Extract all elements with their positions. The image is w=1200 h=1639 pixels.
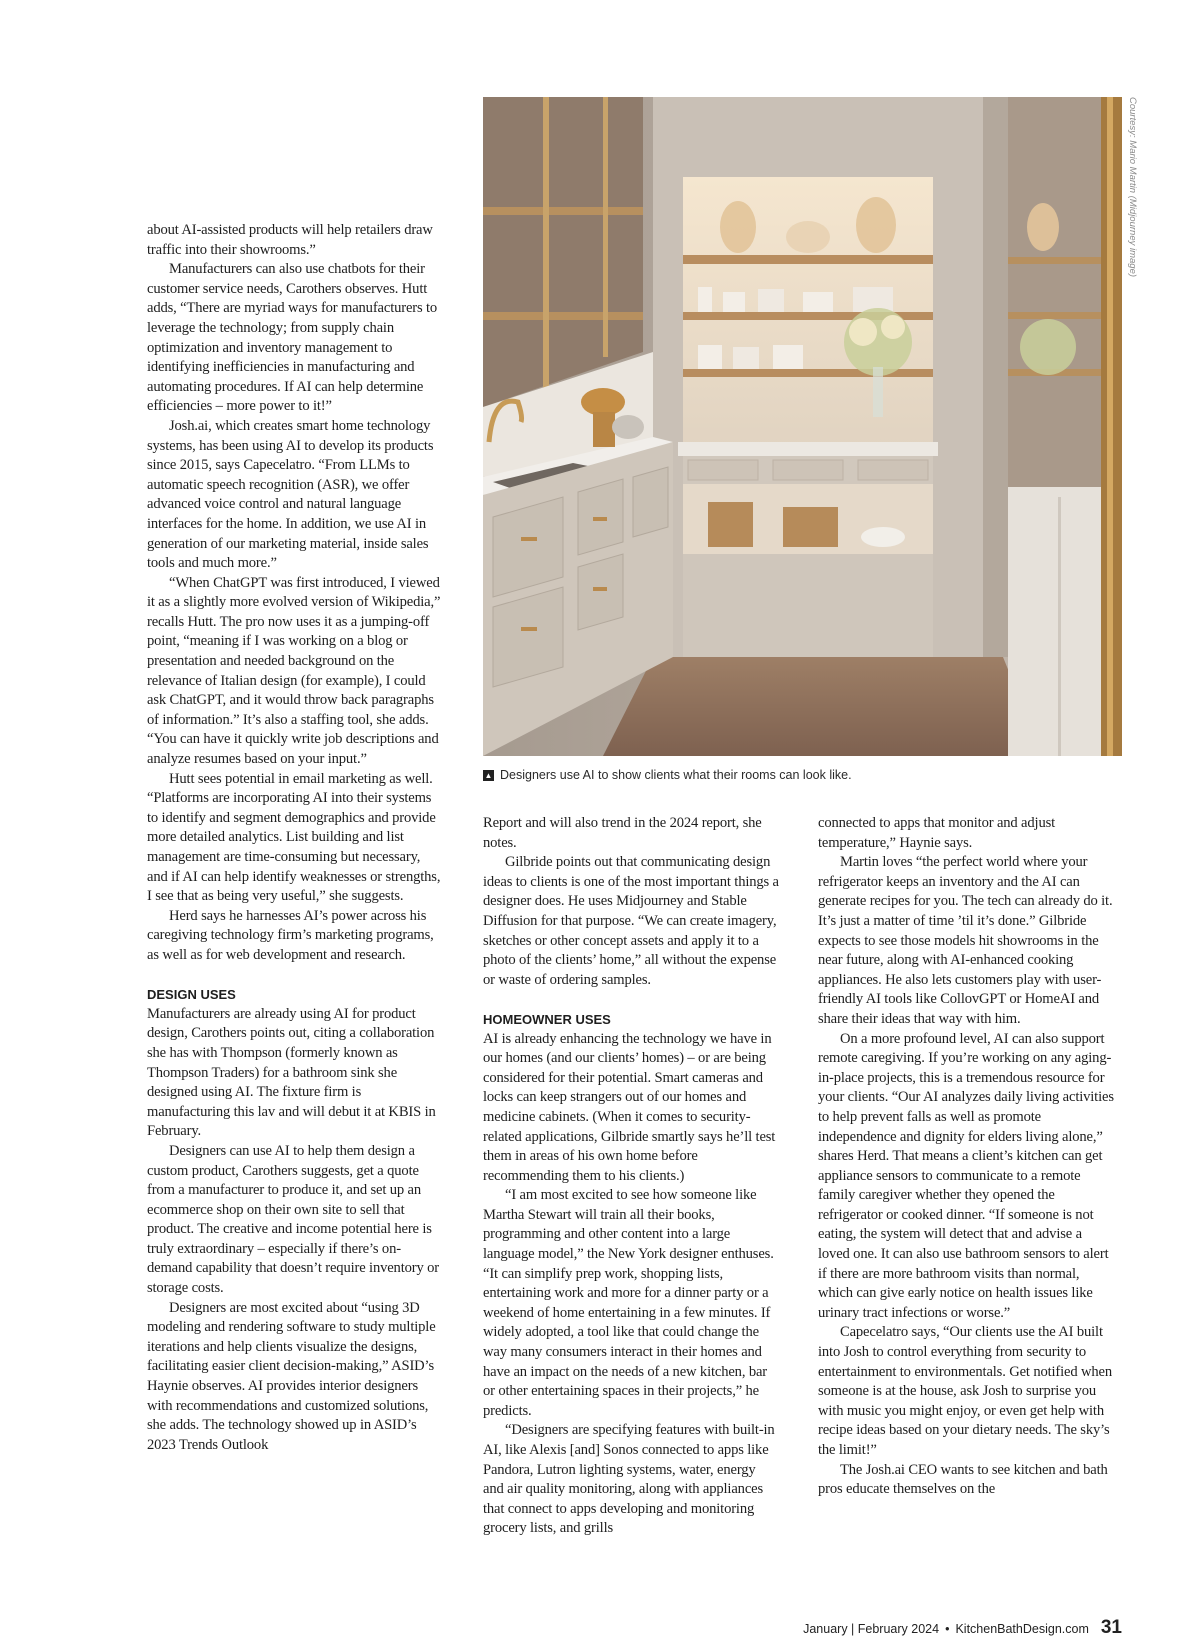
footer-separator: • xyxy=(945,1622,950,1636)
paragraph: “When ChatGPT was first introduced, I viewed it as a slightly more evolved version of Wikipedia,” recalls Hutt. The pro now uses it as a jumping-off point, “meaning if I was working on a blog or presentation and needed background on the relevance of Italian design (for example), I could ask ChatGPT, and it would throw back paragraphs of information.” It’s also a staffing tool, she adds. “You can have it quickly write job descriptions and analyze resumes based on your input.” xyxy=(147,574,441,768)
section-heading-homeowner-uses: HOMEOWNER USES xyxy=(483,1011,611,1027)
page-number: 31 xyxy=(1100,1617,1122,1638)
caption-arrow-icon: ▲ xyxy=(484,770,493,780)
paragraph: Designers are most excited about “using 3D modeling and rendering software to study multiple iterations and help clients visualize the designs, facilitating easier client decision-making,” ASID’s Haynie observes. AI provides interior designers with recommendations and customized solutions, she adds. The technology showed up in ASID’s 2023 Trends Outlook xyxy=(147,1299,436,1453)
paragraph: Report and will also trend in the 2024 report, she notes. xyxy=(483,815,762,851)
photo-caption-text: Designers use AI to show clients what their rooms can look like. xyxy=(500,768,852,782)
article-column-1 xyxy=(147,221,443,1455)
paragraph: Manufacturers can also use chatbots for their customer service needs, Carothers observes. Hutt adds, “There are myriad ways for manufacturers to leverage the technology; from supply chain optimization and inventory management to identifying inefficiencies in manufacturing and automating procedures. If AI can help determine efficiencies – more power to it!” xyxy=(147,261,438,415)
article-column-2 xyxy=(483,814,779,1539)
paragraph: Hutt sees potential in email marketing as well. “Platforms are incorporating AI into their systems to identify and segment demographics and provide more detailed analytics. List building and list management are time-consuming but necessary, and if AI can help identify weaknesses or strengths, I see that as being very useful,” she suggests. xyxy=(147,770,441,905)
issue-date: January | February 2024 xyxy=(803,1622,940,1636)
section-heading-design-uses: DESIGN USES xyxy=(147,987,236,1003)
paragraph: AI is already enhancing the technology we have in our homes (and our clients’ homes) – or are being considered for their potential. Smart cameras and locks can keep strangers out of our homes and medicine cabinets. (When it comes to security-related applications, Gilbride smartly says he’ll test them in areas of his own home before recommending them to his clients.) xyxy=(483,1030,776,1184)
photo-credit: Courtesy: Mario Martin (Midjourney image) xyxy=(1127,97,1138,278)
paragraph: The Josh.ai CEO wants to see kitchen and bath pros educate themselves on the xyxy=(818,1461,1108,1498)
paragraph: “Designers are specifying features with built-in AI, like Alexis [and] Sonos connected to apps like Pandora, Lutron lighting systems, water, energy and air quality monitoring, along with appliances that connect to apps developing and monitoring grocery lists, and grills xyxy=(483,1422,775,1537)
paragraph: Capecelatro says, “Our clients use the AI built into Josh to control everything from security to entertainment to environmentals. Get notified when someone is at the house, ask Josh to surprise you with music you might enjoy, or even get help with recipe ideas based on your dietary needs. The sky’s the limit!” xyxy=(818,1324,1113,1458)
website-link[interactable]: KitchenBathDesign.com xyxy=(955,1622,1089,1636)
article-column-3 xyxy=(818,814,1114,1500)
paragraph: connected to apps that monitor and adjust temperature,” Haynie says. xyxy=(818,815,1056,851)
paragraph: Josh.ai, which creates smart home technology systems, has been using AI to develop its products since 2015, says Capecelatro. “From LLMs to automatic speech recognition (ASR), we offer advanced voice control and natural language interfaces for the home. In addition, we use AI in generation of our marketing material, inside sales tools and much more.” xyxy=(147,417,434,572)
paragraph: Herd says he harnesses AI’s power across his caregiving technology firm’s marketing programs, as well as for web development and research. xyxy=(147,907,434,963)
paragraph: Manufacturers are already using AI for product design, Carothers points out, citing a collaboration she has with Thompson (formerly known as Thompson Traders) for a bathroom sink she designed using AI. The fixture firm is manufacturing this lav and will debut it at KBIS in February. xyxy=(147,1005,436,1140)
paragraph: “I am most excited to see how someone like Martha Stewart will train all their books, programming and other content into a large language model,” the New York designer enthuses. “It can simplify prep work, shopping lists, entertaining work and more for a dinner party or a weekend of home entertaining in a few minutes. If widely adopted, a tool like that could change the way many consumers interact in their homes and have an impact on the needs of a new kitchen, bar or other entertaining spaces in their projects,” he predicts. xyxy=(483,1187,774,1419)
kitchen-photo xyxy=(483,97,1122,756)
paragraph: about AI-assisted products will help retailers draw traffic into their showrooms.” xyxy=(147,222,433,258)
paragraph: Martin loves “the perfect world where your refrigerator keeps an inventory and the AI can generate recipes for you. The tech can already do it. It’s just a matter of time ’til it’s done.” Gilbride expects to see those models hit showrooms in the near future, along with AI-enhanced cooking appliances. He also lets customers play with user-friendly AI tools like CollovGPT or HomeAI and share their ideas that way with him. xyxy=(818,854,1113,1027)
paragraph: On a more profound level, AI can also support remote caregiving. If you’re working on any aging-in-place projects, this is a tremendous resource for your clients. “Our AI analyzes daily living activities to help prevent falls as well as promote independence and dignity for elders living alone,” shares Herd. That means a client’s kitchen can get appliance sensors to communicate to a remote family caregiver whether they opened the refrigerator or cooked dinner. “If someone is not eating, the system will detect that and advise a loved one. It can also use bathroom sensors to alert if there are more bathroom visits than normal, which can give early notice on health issues like urinary tract infections or worse.” xyxy=(818,1030,1114,1321)
paragraph: Gilbride points out that communicating design ideas to clients is one of the most important things a designer does. He uses Midjourney and Stable Diffusion for that purpose. “We can create imagery, sketches or other concept assets and apply it to a photo of the clients’ home,” all without the expense or waste of ordering samples. xyxy=(483,854,779,988)
paragraph: Designers can use AI to help them design a custom product, Carothers suggests, get a quote from a manufacturer to produce it, and set up an ecommerce shop on their own site to sell that product. The creative and income potential here is truly extraordinary – especially if there’s on-demand capability that doesn’t require inventory or storage costs. xyxy=(147,1142,439,1297)
page-footer xyxy=(803,1617,1122,1639)
photo-caption xyxy=(483,768,1122,782)
